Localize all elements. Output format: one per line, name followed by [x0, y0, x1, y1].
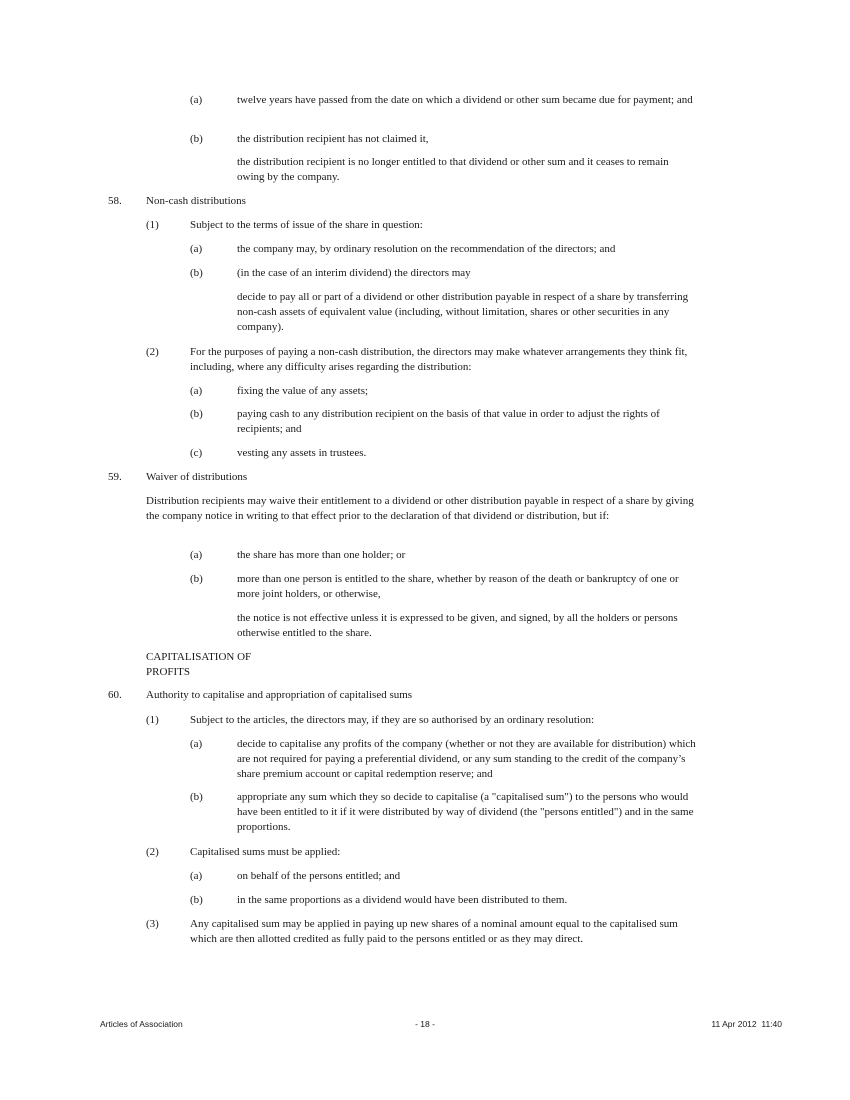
- item-label: (b): [190, 573, 203, 585]
- paragraph-label: (1): [146, 714, 159, 726]
- item-label: (b): [190, 791, 203, 803]
- paragraph-tail: the distribution recipient is no longer entitled to that dividend or other sum and it ceases to remain owing by the company.: [237, 156, 669, 183]
- article-title: Non-cash distributions: [146, 195, 246, 207]
- footer-document-name: Articles of Association: [100, 1019, 183, 1029]
- article-number: 60.: [108, 689, 122, 701]
- item-label: (b): [190, 894, 203, 906]
- paragraph-label: (2): [146, 346, 159, 358]
- footer-timestamp: 11 Apr 2012 11:40: [711, 1019, 782, 1029]
- paragraph-label: (3): [146, 918, 159, 930]
- article-title: Authority to capitalise and appropriation of capitalised sums: [146, 689, 413, 701]
- paragraph-label: (1): [146, 219, 159, 231]
- paragraph-tail: decide to pay all or part of a dividend or other distribution payable in respect of a share by transferring non-cash assets of equivalent value (including, without limitation, shares or other securities in any company).: [237, 291, 689, 333]
- item-text: twelve years have passed from the date on which a dividend or other sum became due for payment; and: [237, 94, 693, 106]
- footer-page-number: - 18 -: [415, 1019, 435, 1029]
- paragraph-label: (2): [146, 846, 159, 858]
- item-text: the company may, by ordinary resolution on the recommendation of the directors; and: [237, 243, 616, 255]
- paragraph-text: Subject to the terms of issue of the share in question:: [190, 219, 423, 231]
- article-number: 59.: [108, 471, 122, 483]
- paragraph-tail: the notice is not effective unless it is expressed to be given, and signed, by all the holders or persons otherwise entitled to the share.: [237, 612, 678, 639]
- item-label: (a): [190, 738, 203, 750]
- article-number: 58.: [108, 195, 122, 207]
- item-text: decide to capitalise any profits of the company (whether or not they are available for distribution) which are not required for paying a preferential dividend, or any sum standing to the credit of the company’s share premium account or capital redemption reserve; and: [237, 738, 696, 780]
- item-text: vesting any assets in trustees.: [237, 447, 367, 459]
- item-label: (a): [190, 385, 203, 397]
- item-text: the distribution recipient has not claimed it,: [237, 133, 429, 145]
- item-text: appropriate any sum which they so decide to capitalise (a "capitalised sum") to the persons who would have been entitled to it if it were distributed by way of dividend (the "persons entitled") and in the same proportions.: [237, 791, 694, 833]
- item-text: paying cash to any distribution recipient on the basis of that value in order to adjust the rights of recipients; and: [237, 408, 660, 435]
- item-label: (c): [190, 447, 203, 459]
- paragraph-text: Any capitalised sum may be applied in paying up new shares of a nominal amount equal to the capitalised sum which are then allotted credited as fully paid to the persons entitled or as they may direct.: [190, 918, 678, 945]
- paragraph-text: Capitalised sums must be applied:: [190, 846, 341, 858]
- item-label: (a): [190, 94, 203, 106]
- paragraph-text: Distribution recipients may waive their entitlement to a dividend or other distribution payable in respect of a share by giving the company notice in writing to that effect prior to the declaration of that dividend or distribution, but if:: [146, 495, 694, 522]
- item-label: (a): [190, 870, 203, 882]
- item-text: fixing the value of any assets;: [237, 385, 369, 397]
- item-label: (b): [190, 408, 203, 420]
- article-title: Waiver of distributions: [146, 471, 248, 483]
- item-label: (b): [190, 133, 203, 145]
- item-label: (a): [190, 549, 203, 561]
- paragraph-text: For the purposes of paying a non-cash distribution, the directors may make whatever arrangements they think fit, including, where any difficulty arises regarding the distribution:: [190, 346, 688, 373]
- item-label: (b): [190, 267, 203, 279]
- item-text: in the same proportions as a dividend would have been distributed to them.: [237, 894, 568, 906]
- item-label: (a): [190, 243, 203, 255]
- paragraph-text: Subject to the articles, the directors may, if they are so authorised by an ordinary resolution:: [190, 714, 595, 726]
- item-text: on behalf of the persons entitled; and: [237, 870, 401, 882]
- item-text: the share has more than one holder; or: [237, 549, 406, 561]
- item-text: more than one person is entitled to the share, whether by reason of the death or bankruptcy of one or more joint holders, or otherwise,: [237, 573, 679, 600]
- section-heading: CAPITALISATION OF PROFITS: [146, 651, 252, 678]
- item-text: (in the case of an interim dividend) the directors may: [237, 267, 471, 279]
